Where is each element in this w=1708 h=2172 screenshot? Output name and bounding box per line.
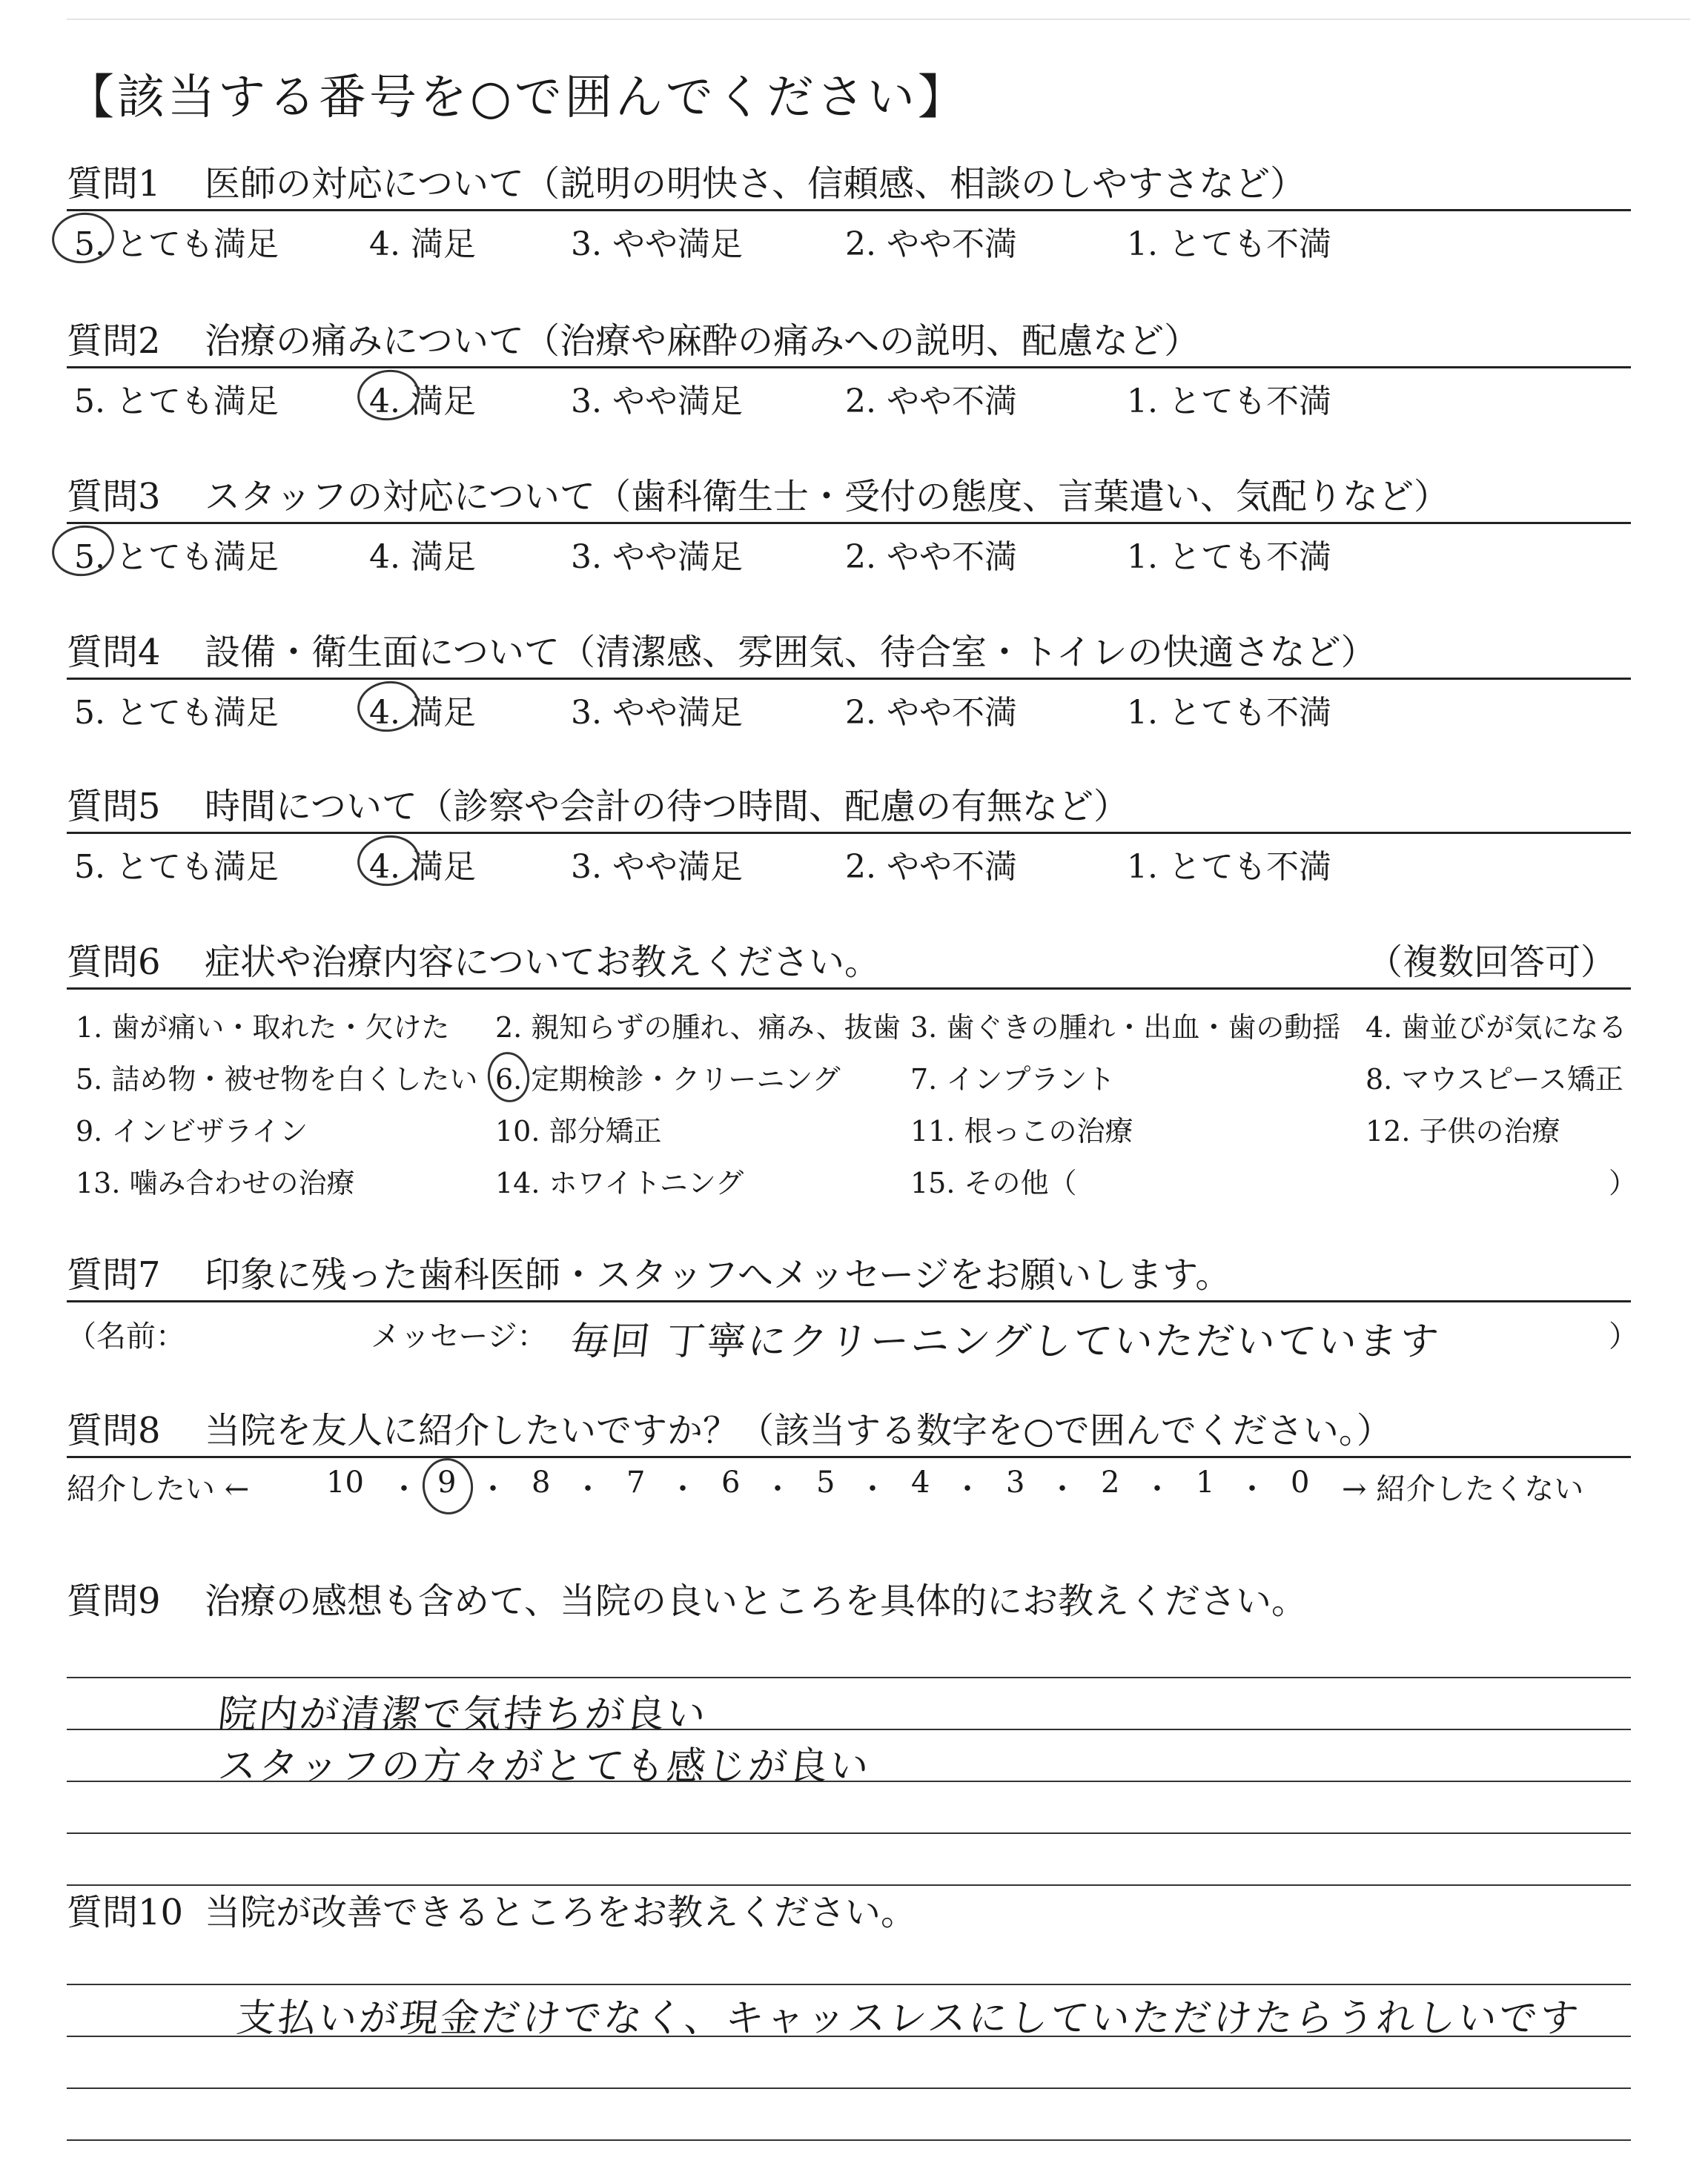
- scale-dot: ・: [1237, 1472, 1267, 1506]
- question-number: 質問6: [67, 941, 161, 983]
- scale-dot: ・: [1142, 1472, 1172, 1506]
- scale-value[interactable]: 10: [326, 1466, 364, 1500]
- option-5[interactable]: 5. とても満足: [74, 225, 279, 263]
- symptom-option[interactable]: 15. その他（: [910, 1167, 1077, 1199]
- option-2[interactable]: 2. やや不満: [845, 383, 1017, 420]
- question-3: [67, 474, 1631, 576]
- question-number: 質問8: [67, 1410, 161, 1451]
- question-7: [67, 1253, 1638, 1364]
- option-1[interactable]: 1. とても不満: [1127, 848, 1331, 886]
- scale-value[interactable]: 0: [1291, 1466, 1310, 1500]
- scale-value[interactable]: 1: [1196, 1466, 1215, 1500]
- close-paren: ）: [1609, 1320, 1638, 1354]
- scale-left-label: 紹介したい ←: [67, 1472, 250, 1506]
- option-2[interactable]: 2. やや不満: [845, 538, 1017, 576]
- question-title: 当院が改善できるところをお教えください。: [205, 1892, 917, 1933]
- symptom-option[interactable]: 5. 詰め物・被せ物を白くしたい: [76, 1063, 478, 1096]
- scale-dot: ・: [858, 1472, 887, 1506]
- writing-line: [67, 1984, 1631, 1985]
- option-5[interactable]: 5. とても満足: [74, 538, 279, 576]
- message-label: メッセージ：: [371, 1320, 547, 1354]
- symptom-option[interactable]: 8. マウスピース矯正: [1366, 1063, 1623, 1096]
- recommend-scale: [67, 1458, 1631, 1510]
- symptom-option[interactable]: 9. インビザライン: [76, 1115, 308, 1148]
- symptom-option[interactable]: 7. インプラント: [910, 1063, 1116, 1096]
- question-title: 当院を友人に紹介したいですか？（該当する数字を○で囲んでください。）: [205, 1410, 1392, 1451]
- scale-value[interactable]: 8: [532, 1466, 551, 1500]
- question-number: 質問2: [67, 320, 161, 362]
- option-2[interactable]: 2. やや不満: [845, 694, 1017, 732]
- option-4[interactable]: 4. 満足: [369, 694, 476, 732]
- writing-line: [67, 2087, 1631, 2089]
- question-9: [67, 1579, 1631, 1905]
- rating-options: [67, 834, 1631, 886]
- symptom-option[interactable]: 6. 定期検診・クリーニング: [495, 1063, 841, 1096]
- option-4[interactable]: 4. 満足: [369, 225, 476, 263]
- scale-right-label: → 紹介したくない: [1342, 1472, 1584, 1506]
- option-3[interactable]: 3. やや満足: [571, 225, 743, 263]
- selection-circle: [419, 1455, 477, 1518]
- close-paren: ）: [1609, 1167, 1638, 1199]
- question-number: 質問10: [67, 1892, 184, 1933]
- scale-dot: ・: [478, 1472, 508, 1506]
- symptom-option[interactable]: 11. 根っこの治療: [910, 1115, 1133, 1148]
- option-3[interactable]: 3. やや満足: [571, 538, 743, 576]
- scale-value[interactable]: 7: [626, 1466, 646, 1500]
- option-1[interactable]: 1. とても不満: [1127, 225, 1331, 263]
- question-2: [67, 319, 1631, 420]
- question-6: [67, 940, 1638, 1205]
- option-5[interactable]: 5. とても満足: [74, 848, 279, 886]
- scale-dot: ・: [953, 1472, 982, 1506]
- symptom-option[interactable]: 12. 子供の治療: [1366, 1115, 1560, 1148]
- symptom-option[interactable]: 1. 歯が痛い・取れた・欠けた: [76, 1011, 450, 1044]
- rating-options: [67, 680, 1631, 732]
- symptom-option[interactable]: 13. 噛み合わせの治療: [76, 1167, 355, 1199]
- question-title: 設備・衛生面について（清潔感、雰囲気、待合室・トイレの快適さなど）: [205, 632, 1377, 673]
- writing-line: [67, 1884, 1631, 1886]
- option-5[interactable]: 5. とても満足: [74, 383, 279, 420]
- handwritten-answer: 支払いが現金だけでなく、キャッスレスにしていただけたらうれしいです: [234, 1996, 1583, 2041]
- symptom-option[interactable]: 14. ホワイトニング: [495, 1167, 744, 1199]
- option-3[interactable]: 3. やや満足: [571, 694, 743, 732]
- writing-line: [67, 1677, 1631, 1678]
- symptom-option[interactable]: 4. 歯並びが気になる: [1366, 1011, 1627, 1044]
- question-5: [67, 784, 1631, 886]
- question-title: 印象に残った歯科医師・スタッフへメッセージをお願いします。: [205, 1254, 1231, 1296]
- scale-value[interactable]: 3: [1006, 1466, 1025, 1500]
- option-3[interactable]: 3. やや満足: [571, 848, 743, 886]
- handwritten-answer: スタッフの方々がとても感じが良い: [216, 1744, 873, 1789]
- scale-value[interactable]: 6: [721, 1466, 741, 1500]
- rating-options: [67, 368, 1631, 420]
- scale-dot: ・: [668, 1472, 698, 1506]
- option-4[interactable]: 4. 満足: [369, 538, 476, 576]
- symptom-option[interactable]: 3. 歯ぐきの腫れ・出血・歯の動揺: [910, 1011, 1341, 1044]
- scale-value[interactable]: 9: [437, 1466, 457, 1500]
- question-number: 質問7: [67, 1254, 161, 1296]
- symptom-options: [67, 990, 1638, 1205]
- multiple-answers-note: （複数回答可）: [1366, 941, 1616, 983]
- question-title: 時間について（診察や会計の待つ時間、配慮の有無など）: [205, 786, 1130, 827]
- symptom-option[interactable]: 10. 部分矯正: [495, 1115, 662, 1148]
- option-2[interactable]: 2. やや不満: [845, 225, 1017, 263]
- option-5[interactable]: 5. とても満足: [74, 694, 279, 732]
- form-heading: 【該当する番号を○で囲んでください】: [67, 70, 968, 125]
- symptom-option[interactable]: 2. 親知らずの腫れ、痛み、抜歯: [495, 1011, 901, 1044]
- option-4[interactable]: 4. 満足: [369, 383, 476, 420]
- option-1[interactable]: 1. とても不満: [1127, 383, 1331, 420]
- scale-dot: ・: [1047, 1472, 1077, 1506]
- question-4: [67, 630, 1631, 732]
- message-row: [67, 1302, 1638, 1364]
- question-title: 治療の感想も含めて、当院の良いところを具体的にお教えください。: [205, 1580, 1308, 1622]
- top-border: [67, 19, 1690, 20]
- rating-options: [67, 524, 1631, 576]
- rating-options: [67, 211, 1631, 263]
- writing-line: [67, 2139, 1631, 2141]
- question-number: 質問9: [67, 1580, 161, 1622]
- question-title: スタッフの対応について（歯科衛生士・受付の態度、言葉遣い、気配りなど）: [205, 476, 1450, 517]
- writing-line: [67, 1832, 1631, 1834]
- handwritten-answer: 院内が清潔で気持ちが良い: [216, 1692, 710, 1737]
- question-title: 治療の痛みについて（治療や麻酔の痛みへの説明、配慮など）: [205, 320, 1200, 362]
- question-number: 質問5: [67, 786, 161, 827]
- question-number: 質問3: [67, 476, 161, 517]
- scale-dot: ・: [389, 1472, 419, 1506]
- name-label: （名前：: [67, 1320, 185, 1354]
- option-3[interactable]: 3. やや満足: [571, 383, 743, 420]
- option-2[interactable]: 2. やや不満: [845, 848, 1017, 886]
- question-number: 質問4: [67, 632, 161, 673]
- scale-dot: ・: [763, 1472, 792, 1506]
- scale-dot: ・: [573, 1472, 603, 1506]
- question-title: 症状や治療内容についてお教えください。: [205, 941, 881, 983]
- question-8: [67, 1408, 1631, 1510]
- scale-value[interactable]: 2: [1101, 1466, 1120, 1500]
- answer-lines: [67, 1623, 1631, 1905]
- option-1[interactable]: 1. とても不満: [1127, 694, 1331, 732]
- question-10: [67, 1890, 1631, 2172]
- option-4[interactable]: 4. 満足: [369, 848, 476, 886]
- answer-lines: [67, 1935, 1631, 2172]
- handwritten-message: 毎回 丁寧にクリーニングしていただいています: [568, 1320, 1443, 1364]
- scale-value[interactable]: 5: [816, 1466, 835, 1500]
- question-number: 質問1: [67, 163, 161, 205]
- option-1[interactable]: 1. とても不満: [1127, 538, 1331, 576]
- question-title: 医師の対応について（説明の明快さ、信頼感、相談のしやすさなど）: [205, 163, 1306, 205]
- scale-value[interactable]: 4: [911, 1466, 930, 1500]
- question-1: [67, 162, 1631, 263]
